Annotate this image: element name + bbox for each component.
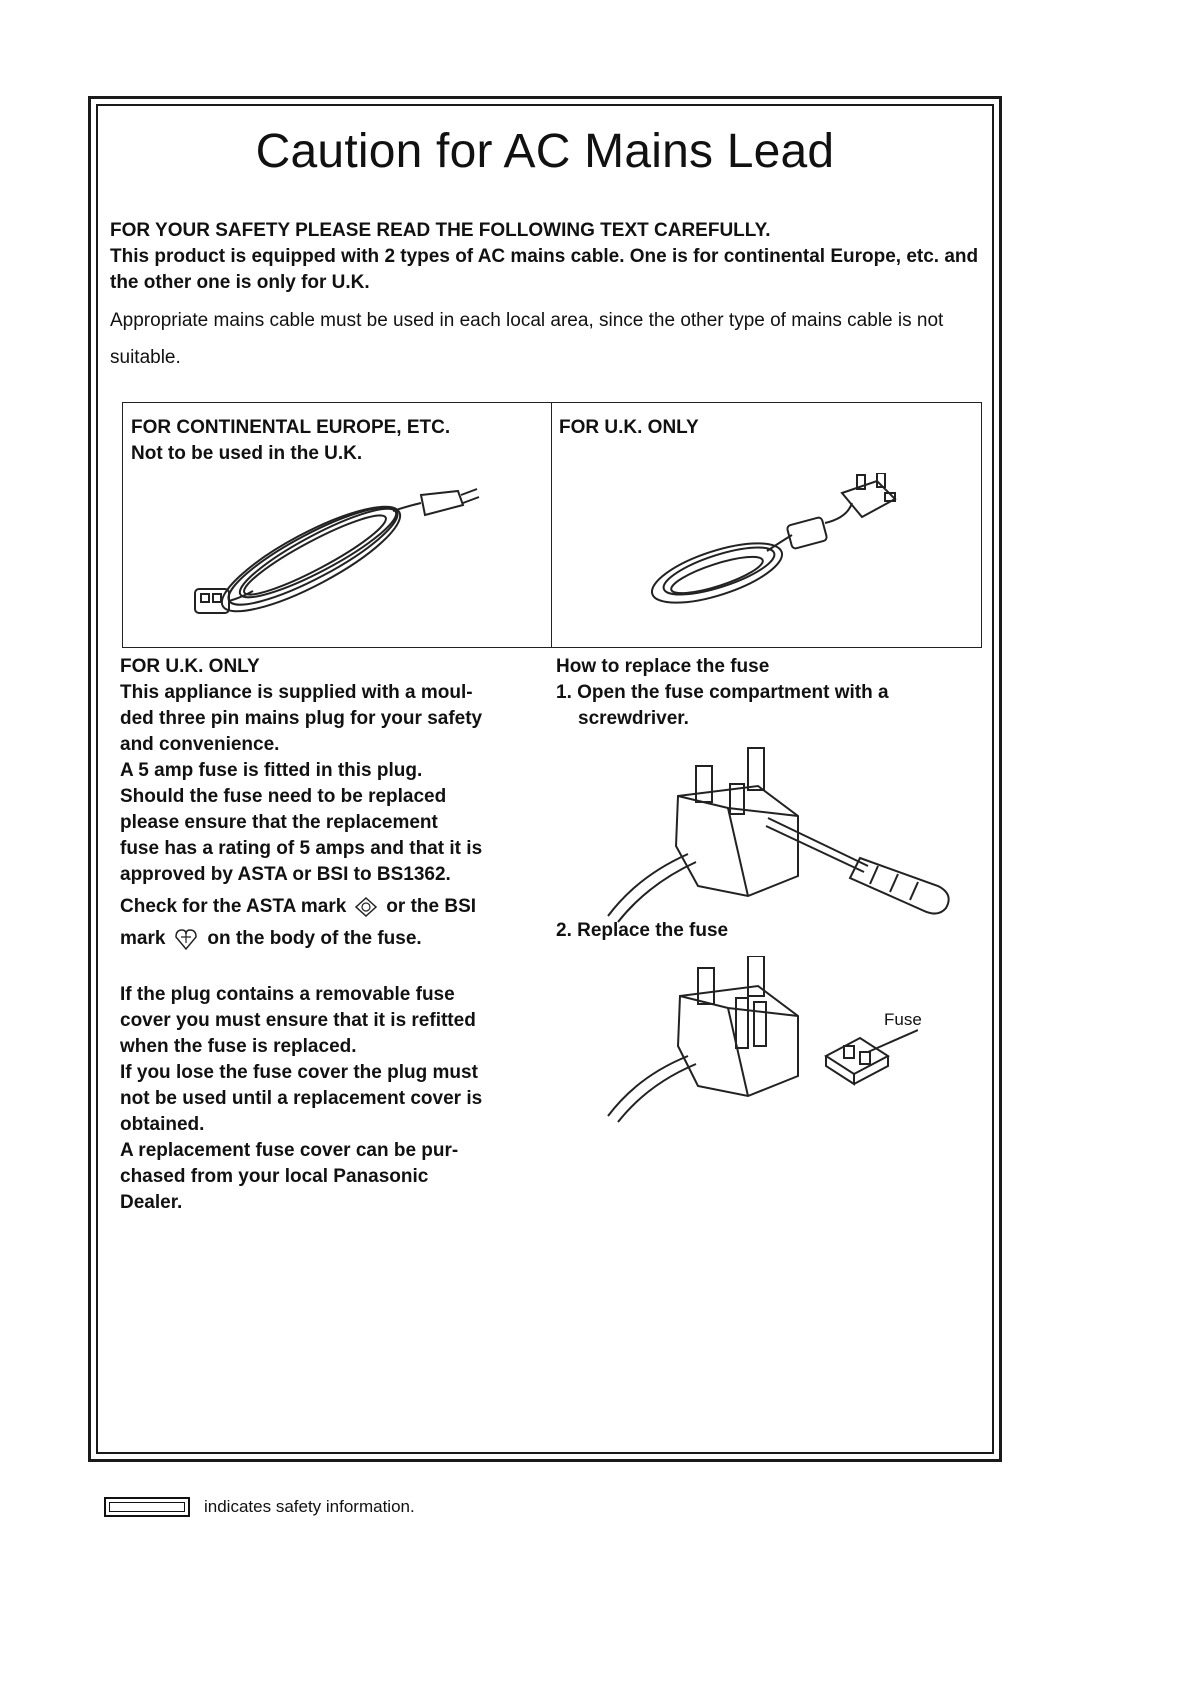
page-title: Caution for AC Mains Lead [255,125,835,178]
europe-cable-subheading: Not to be used in the U.K. [131,443,363,464]
bsi-kitemark-icon [173,927,199,951]
open-fuse-compartment-illustration [598,746,958,926]
intro-appropriate-cable: Appropriate mains cable must be used in each local area, since the other type of mains cable is not suitable. [110,310,944,368]
uk-info-para2-line1: A 5 amp fuse is fitted in this plug. [120,760,423,781]
intro-safety-heading: FOR YOUR SAFETY PLEASE READ THE FOLLOWING TEXT CAREFULLY. [110,220,771,241]
fuse-step1-line2: screwdriver. [578,708,689,729]
fuse-label: Fuse [884,1010,922,1029]
bsi-check-line: mark on the body of the fuse. [120,928,422,949]
caution-frame [88,96,1002,1462]
uk-cable-heading: FOR U.K. ONLY [559,417,699,438]
cable-types-table [122,402,982,648]
uk-info-para2-line3: please ensure that the replacement [120,812,438,833]
intro-block [110,218,990,376]
uk-info-para2-line5: approved by ASTA or BSI to BS1362. [120,864,451,885]
safety-legend-text: indicates safety information. [204,1497,415,1516]
uk-cable-cell [551,403,981,647]
europe-cable-heading: FOR CONTINENTAL EUROPE, ETC. Not to be used in the U.K. [131,415,450,467]
uk-info-para2-line4: fuse has a rating of 5 amps and that it is [120,838,483,859]
uk-info-para1-line1: This appliance is supplied with a moul- [120,682,473,703]
uk-info-para3: If the plug contains a removable fuse cover you must ensure that it is refitted when the fuse is replaced. If you lose the fuse cover the plug must not be used until a replacement cover is obtained. A replacement fuse cover can be pur- chased from your local Panasonic Dealer. [120,984,483,1213]
uk-info-heading: FOR U.K. ONLY [120,656,260,677]
intro-cable-types: This product is equipped with 2 types of AC mains cable. One is for continental Europe, etc. and the other one is only for U.K. [110,246,979,293]
fuse-steps-column [556,654,976,732]
safety-frame-icon [104,1497,190,1517]
asta-mark-icon [352,896,380,918]
fuse-steps-heading: How to replace the fuse [556,656,770,677]
replace-fuse-illustration [598,956,918,1126]
fuse-step1-line1: 1. Open the fuse compartment with a [556,682,889,703]
europe-cable-cell [123,403,552,647]
uk-info-para1-line2: ded three pin mains plug for your safety [120,708,483,729]
asta-check-line: Check for the ASTA mark or the BSI [120,896,477,917]
uk-info-column [120,654,510,1216]
europe-cable-illustration [183,481,483,621]
safety-legend [104,1497,415,1517]
caution-frame-inner [96,104,994,1454]
uk-info-para1-line3: and convenience. [120,734,280,755]
uk-info-para2-line2: Should the fuse need to be replaced [120,786,447,807]
uk-cable-illustration [647,473,907,613]
fuse-step2: 2. Replace the fuse [556,920,729,941]
